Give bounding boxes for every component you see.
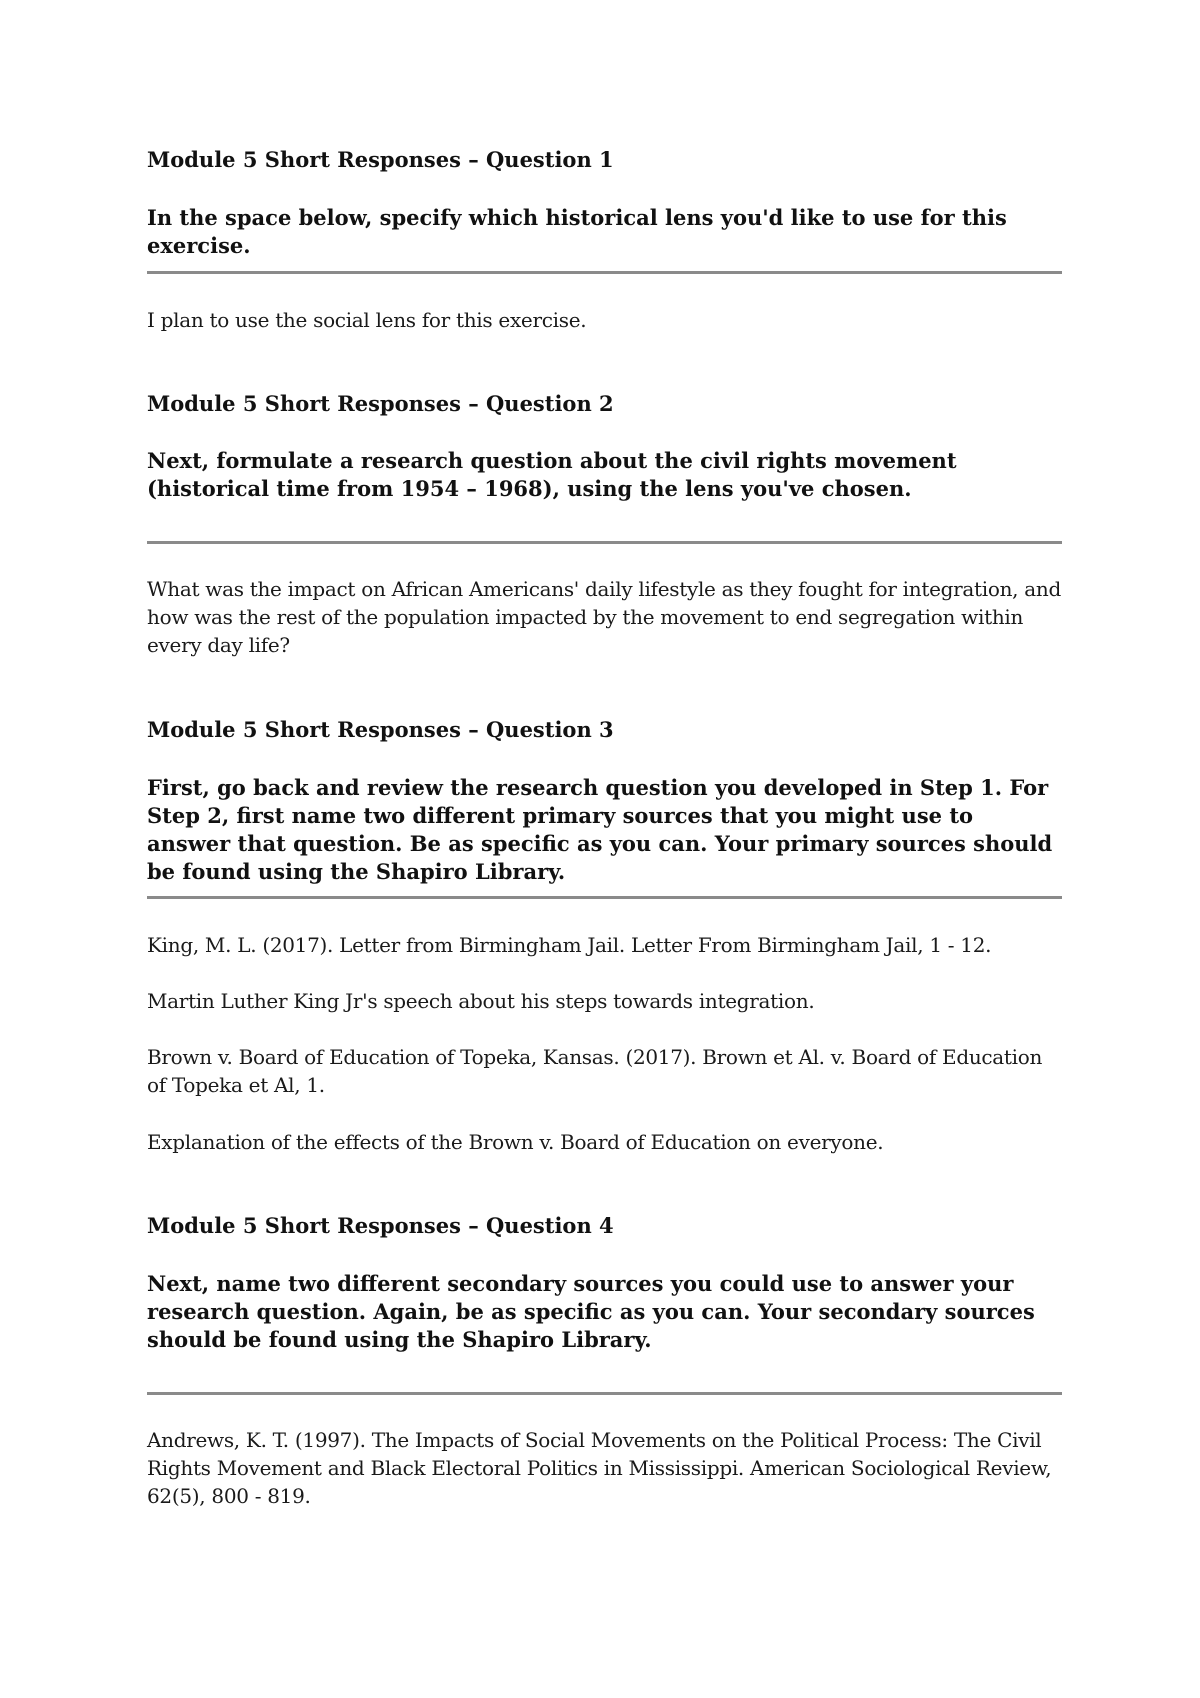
question-3-answer-4-block: [147, 1128, 1062, 1156]
question-2-divider: [147, 541, 1062, 544]
question-4-title: Module 5 Short Responses – Question 4: [147, 1213, 614, 1238]
question-1-divider-block: [147, 271, 1062, 274]
question-1-prompt: In the space below, specify which historical lens you'd like to use for this exercise.: [147, 205, 1007, 258]
question-3-prompt: First, go back and review the research question you developed in Step 1. For Step 2, first name two different primary sources that you might use to answer that question. Be as specific as you can. Your primary sources should be found using the Shapiro Library.: [147, 775, 1053, 884]
question-2-answer-block: [147, 575, 1062, 659]
question-2-prompt: Next, formulate a research question about the civil rights movement (historical time from 1954 – 1968), using the lens you've chosen.: [147, 448, 957, 501]
question-3-prompt-block: [147, 774, 1062, 886]
question-3-title: Module 5 Short Responses – Question 3: [147, 717, 614, 742]
question-1-title: Module 5 Short Responses – Question 1: [147, 147, 614, 172]
question-3-answer-3-block: [147, 1043, 1062, 1099]
question-3-answer-1-block: [147, 931, 1062, 959]
question-1-divider: [147, 271, 1062, 274]
question-4-divider-block: [147, 1392, 1062, 1395]
question-3-answer-2-block: [147, 987, 1062, 1015]
question-2-divider-block: [147, 541, 1062, 544]
question-1-prompt-block: [147, 204, 1062, 260]
question-4-prompt: Next, name two different secondary sources you could use to answer your research question. Again, be as specific as you can. Your secondary sources should be found using the Shapiro Library.: [147, 1271, 1035, 1352]
question-4-answer-block: [147, 1426, 1062, 1510]
question-4-answer: Andrews, K. T. (1997). The Impacts of Social Movements on the Political Process: The Civil Rights Movement and Black Electoral Politics in Mississippi. American Sociological Review, 62(5), 800 - 819.: [147, 1428, 1052, 1508]
question-1-section: [147, 146, 1062, 174]
question-2-prompt-block: [147, 447, 1062, 503]
question-2-answer: What was the impact on African Americans' daily lifestyle as they fought for integration, and how was the rest of the population impacted by the movement to end segregation within every day life?: [147, 577, 1061, 657]
question-3-title-block: [147, 716, 1062, 744]
question-2-title-block: [147, 390, 1062, 418]
question-4-divider: [147, 1392, 1062, 1395]
question-3-answer-3: Brown v. Board of Education of Topeka, Kansas. (2017). Brown et Al. v. Board of Education of Topeka et Al, 1.: [147, 1045, 1043, 1097]
question-3-answer-4: Explanation of the effects of the Brown v. Board of Education on everyone.: [147, 1130, 884, 1154]
question-4-prompt-block: [147, 1270, 1062, 1354]
question-2-title: Module 5 Short Responses – Question 2: [147, 391, 614, 416]
question-3-divider-block: [147, 896, 1062, 899]
question-1-answer-block: [147, 306, 1062, 334]
question-4-title-block: [147, 1212, 1062, 1240]
question-3-answer-1: King, M. L. (2017). Letter from Birmingham Jail. Letter From Birmingham Jail, 1 - 12.: [147, 933, 992, 957]
question-3-divider: [147, 896, 1062, 899]
question-3-answer-2: Martin Luther King Jr's speech about his steps towards integration.: [147, 989, 815, 1013]
question-1-answer: I plan to use the social lens for this exercise.: [147, 308, 587, 332]
